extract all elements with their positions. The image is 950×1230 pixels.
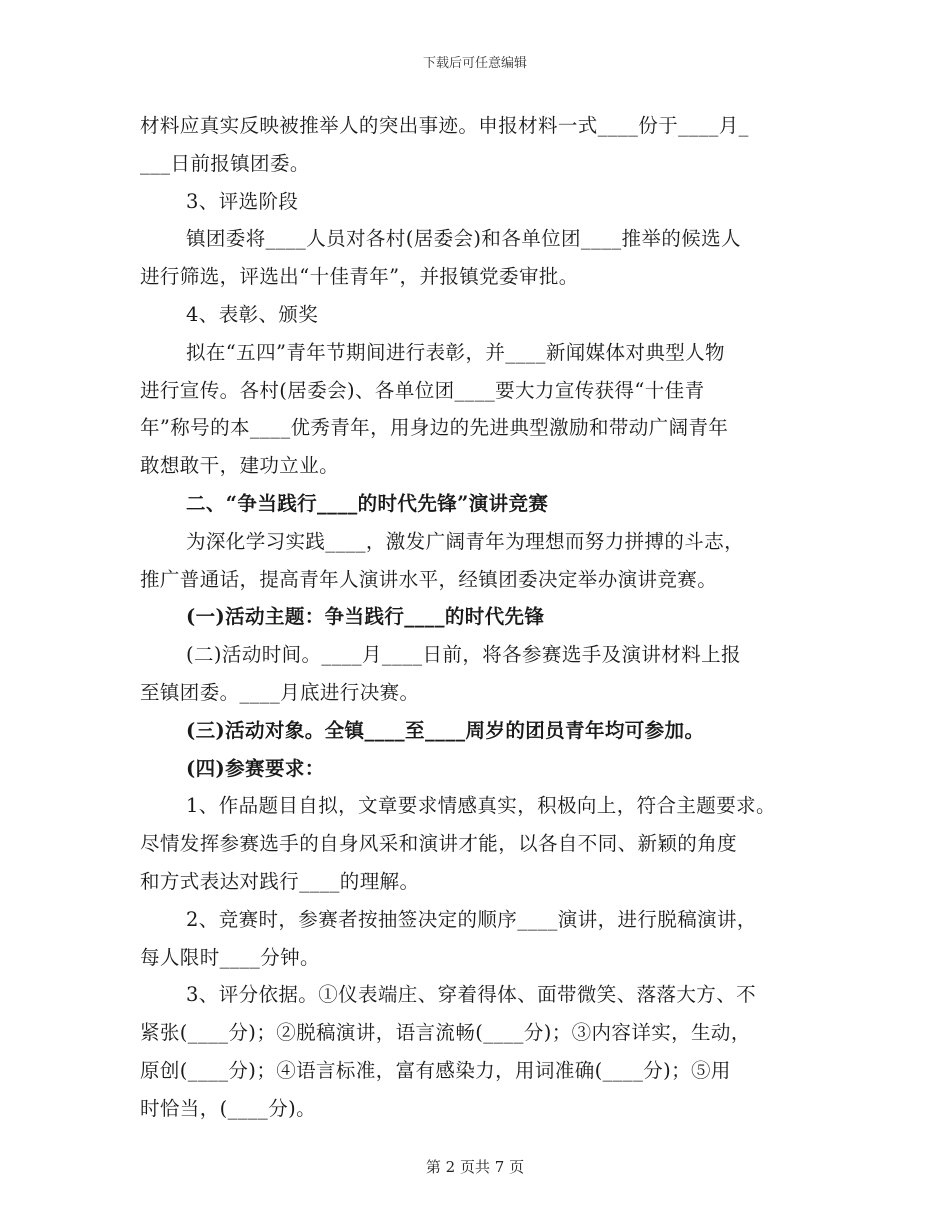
section-heading: 二、“争当践行____的时代先锋”演讲竞赛: [186, 491, 549, 515]
document-body: [140, 107, 840, 1128]
text-line: 材料应真实反映被推举人的突出事迹。申报材料一式____份于____月_: [140, 114, 749, 137]
text-line: 敢想敢干，建功立业。: [140, 454, 340, 478]
text-line: ___日前报镇团委。: [140, 151, 310, 175]
subsection-heading: (四)参赛要求：: [186, 756, 325, 780]
text-line: 镇团委将____人员对各村(居委会)和各单位团____推举的候选人: [186, 227, 741, 251]
text-line: 时恰当，(____分)。: [140, 1096, 317, 1120]
text-line: 进行筛选，评选出“十佳青年”，并报镇党委审批。: [140, 265, 579, 289]
subsection-heading: (三)活动对象。全镇____至____周岁的团员青年均可参加。: [186, 718, 705, 742]
text-line: 1、作品题目自拟，文章要求情感真实，积极向上，符合主题要求。: [186, 794, 776, 818]
text-line: 紧张(____分)；②脱稿演讲，语言流畅(____分)；③内容详实，生动，: [140, 1021, 751, 1045]
text-line: 年”称号的本____优秀青年，用身边的先进典型激励和带动广阔青年: [140, 416, 729, 440]
subsection-heading: (一)活动主题：争当践行____的时代先锋: [186, 605, 545, 629]
page-header: 下载后可任意编辑: [422, 56, 527, 71]
text-line: 推广普通话，提高青年人演讲水平，经镇团委决定举办演讲竞赛。: [140, 567, 718, 591]
text-line: 4、表彰、颁奖: [186, 302, 319, 326]
text-line: 2、竞赛时，参赛者按抽签决定的顺序____演讲，进行脱稿演讲，: [186, 907, 757, 931]
text-line: (二)活动时间。____月____日前，将各参赛选手及演讲材料上报: [186, 643, 741, 667]
text-line: 尽情发挥参赛选手的自身风采和演讲才能，以各自不同、新颖的角度: [140, 832, 738, 856]
page-footer: 第 2 页共 7 页: [425, 1158, 525, 1176]
text-line: 3、评选阶段: [186, 189, 299, 213]
text-line: 拟在“五四”青年节期间进行表彰，并____新闻媒体对典型人物: [186, 340, 725, 364]
text-line: 进行宣传。各村(居委会)、各单位团____要大力宣传获得“十佳青: [140, 378, 705, 402]
text-line: 为深化学习实践____，激发广阔青年为理想而努力拼搏的斗志，: [186, 529, 745, 553]
text-line: 每人限时____分钟。: [140, 945, 320, 969]
text-line: 和方式表达对践行____的理解。: [140, 869, 420, 893]
text-line: 至镇团委。____月底进行决赛。: [140, 680, 420, 704]
text-line: 原创(____分)；④语言标准，富有感染力，用词准确(____分)；⑤用: [140, 1058, 731, 1082]
text-line: 3、评分依据。①仪表端庄、穿着得体、面带微笑、落落大方、不: [186, 983, 757, 1007]
